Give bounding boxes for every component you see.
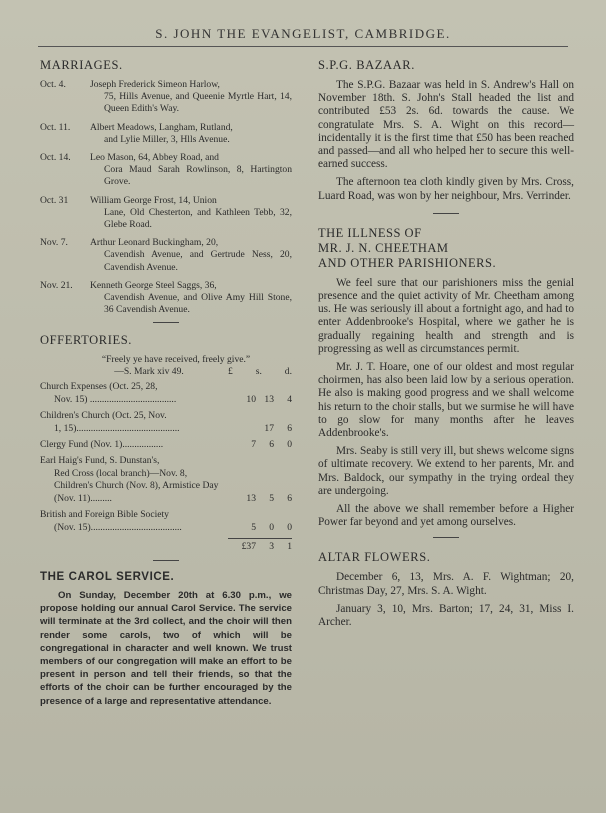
offertories-list <box>40 381 292 533</box>
illness-paragraph: Mrs. Seaby is still very ill, but shews welcome signs of ultimate recovery. We extend to her parents, Mr. and Mrs. Baldock, our sympathy in the trying ordeal they are undergoing. <box>318 445 574 497</box>
marriage-date: Oct. 4. <box>40 79 66 90</box>
offertory-row <box>40 509 292 534</box>
offertories-total: £37 3 1 <box>241 540 292 552</box>
offertory-amount: 13 5 6 <box>246 492 292 504</box>
offertory-row <box>40 410 292 435</box>
marriage-names: Arthur Leonard Buckingham, 20, Cavendish Avenue, and Gertrude Ness, 20, Cavendish Avenue. <box>90 237 292 273</box>
marriage-date: Oct. 31 <box>40 194 69 206</box>
offertory-amount: 7 6 0 <box>251 439 292 451</box>
marriage-names: Joseph Frederick Simeon Harlow, 75, Hills Avenue, and Queenie Myrtle Hart, 14, Queen Edith's Way. <box>90 79 292 115</box>
offertory-description: Children's Church (Oct. 25, Nov. 1, 15)........................................... <box>40 410 180 434</box>
marriage-names: Albert Meadows, Langham, Rutland, and Lylie Miller, 3, Hlls Avenue. <box>90 121 233 145</box>
altar-heading: ALTAR FLOWERS. <box>318 550 431 565</box>
marriage-entry <box>40 152 292 189</box>
offertory-amount: 5 0 0 <box>251 521 292 533</box>
offertory-amount: 17 6 <box>264 422 292 434</box>
marriage-date: Oct. 14. <box>40 152 71 164</box>
spg-paragraph: The afternoon tea cloth kindly given by Mrs. Cross, Luard Road, was won by her neighbour, Mrs. Verrinder. <box>318 176 574 202</box>
altar-paragraph: December 6, 13, Mrs. A. F. Wightman; 20, Christmas Day, 27, Mrs. S. A. Wight. <box>318 571 574 597</box>
marriage-date: Oct. 11. <box>40 121 71 133</box>
marriage-entry <box>40 79 292 116</box>
total-rule <box>228 538 292 539</box>
offertories-quote: “Freely ye have received, freely give.” <box>101 354 251 366</box>
marriage-entry <box>40 195 292 232</box>
marriage-names: William George Frost, 14, Union Lane, Old Chesterton, and Kathleen Tebb, 32, Glebe Road. <box>90 194 292 231</box>
marriages-list <box>40 79 292 316</box>
spg-heading: S.P.G. BAZAAR. <box>318 58 415 72</box>
altar-paragraph: January 3, 10, Mrs. Barton; 17, 24, 31, Miss I. Archer. <box>318 602 574 629</box>
quote-source: —S. Mark xiv 49. <box>114 366 184 378</box>
offertory-amount: 10 13 4 <box>246 393 292 405</box>
marriage-entry <box>40 237 292 274</box>
offertory-row <box>40 439 292 451</box>
column-pence: d. <box>284 366 292 378</box>
illness-paragraph: We feel sure that our parishioners miss the genial presence and the quiet activity of Mr. Cheetham among us. He was seriously ill about a fortnight ago, and had to enter Addenbrooke's Hospital, where we gather he is gradually regaining health and strength and is progressing as well as circumstances permit. <box>318 276 574 355</box>
offertory-row <box>40 381 292 406</box>
offertory-description: British and Foreign Bible Society (Nov. 15)...................................... <box>40 509 182 533</box>
section-divider <box>153 560 179 561</box>
column-shillings: s. <box>255 366 262 378</box>
marriage-entry <box>40 122 292 146</box>
right-column <box>318 58 574 634</box>
illness-paragraph: All the above we shall remember before a Higher Power far beyond and yet among ourselves. <box>318 503 574 529</box>
marriage-names: Leo Mason, 64, Abbey Road, and Cora Maud Sarah Rowlinson, 8, Hartington Grove. <box>90 152 292 188</box>
illness-paragraph: Mr. J. T. Hoare, one of our oldest and most regular choirmen, has also been laid low by a serious operation. He also is making good progress and we shall welcome his return to the choir stalls, but we surmise he will have to go slow for many months after he leaves Addenbrooke's. <box>318 361 574 440</box>
offertory-row <box>40 455 292 505</box>
spg-paragraph: The S.P.G. Bazaar was held in S. Andrew's Hall on November 18th. S. John's Stall headed the list and contributed £53 2s. 6d. towards the cause. We congratulate Mrs. S. A. Wight on this record—incidentally it is the first time that £50 has been reached and passed—and all who helped her to secure this well-earned success. <box>318 79 574 171</box>
offertory-description: Earl Haig's Fund, S. Dunstan's, Red Cross (local branch)—Nov. 8, Children's Church (Nov. 8), Armistice Day (Nov. 11)......... <box>40 455 219 504</box>
marriage-entry <box>40 280 292 317</box>
header-rule <box>38 46 568 47</box>
marriage-date: Nov. 21. <box>40 279 73 291</box>
section-divider <box>433 213 459 214</box>
offertories-heading: OFFERTORIES. <box>40 333 133 348</box>
marriages-heading: MARRIAGES. <box>40 58 123 72</box>
section-divider <box>153 322 179 323</box>
offertory-description: Church Expenses (Oct. 25, 28, Nov. 15) .................................... <box>40 381 177 405</box>
offertory-description: Clergy Fund (Nov. 1)................. <box>40 439 164 451</box>
left-column <box>40 58 292 708</box>
marriage-names: Kenneth George Steel Saggs, 36, Cavendish Avenue, and Olive Amy Hill Stone, 36 Cavendish Avenue. <box>90 279 292 316</box>
carol-heading: THE CAROL SERVICE. <box>40 570 175 583</box>
column-pounds: £ <box>228 366 233 378</box>
page-header: S. JOHN THE EVANGELIST, CAMBRIDGE. <box>155 26 451 41</box>
illness-heading: THE ILLNESS OF MR. J. N. CHEETHAM AND OTHER PARISHIONERS. <box>318 225 497 270</box>
marriage-date: Nov. 7. <box>40 237 68 249</box>
carol-text: On Sunday, December 20th at 6.30 p.m., we propose holding our annual Carol Service. The service will terminate at the 3rd collect, and the choir will then render some carols, two of which will be congregational in character and well known. We trust members of our congregation will make an effort to be present in person and tell their friends, so that the efforts of the choir can be further encouraged by the presence of a large and representative attendance. <box>40 589 292 707</box>
section-divider <box>433 537 459 538</box>
